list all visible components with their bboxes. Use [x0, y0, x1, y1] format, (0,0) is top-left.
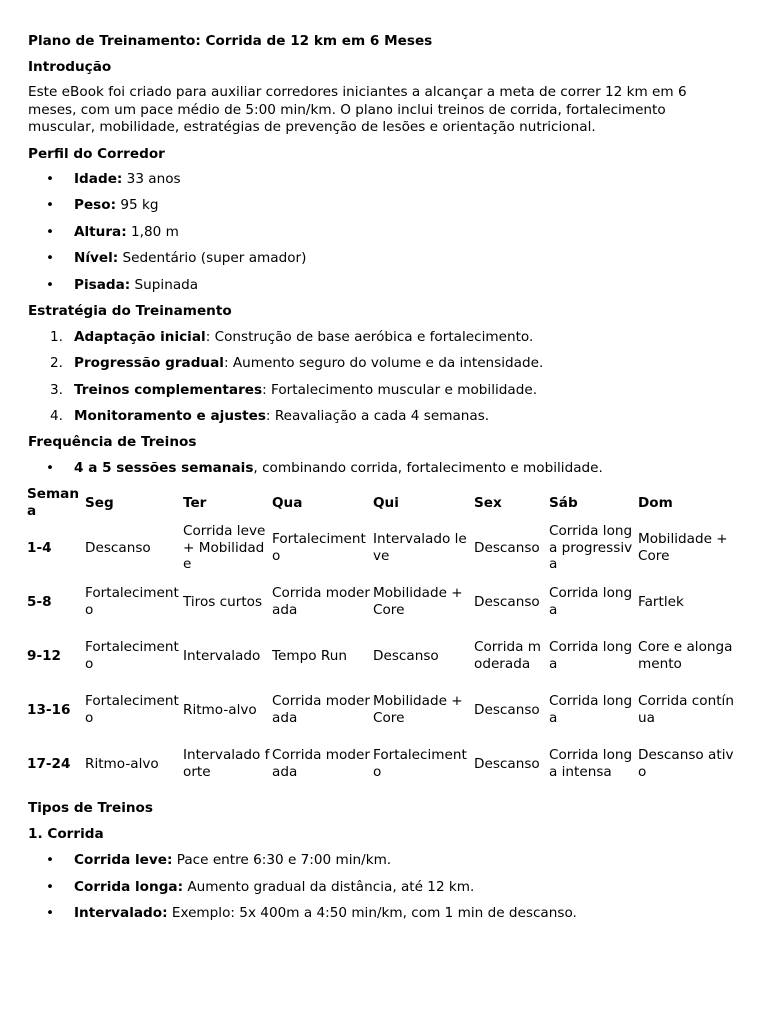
training-schedule-table: [27, 485, 739, 791]
list-item: [28, 328, 728, 347]
intro-heading: Introdução: [28, 59, 112, 75]
table-cell: Fortalecimento: [373, 747, 467, 780]
bullet-marker: •: [46, 170, 55, 187]
frequency-label: 4 a 5 sessões semanais: [74, 460, 254, 476]
table-cell: Mobilidade + Core: [373, 693, 463, 726]
bullet-marker: •: [46, 250, 55, 266]
list-number: 1.: [50, 328, 63, 345]
bullet-marker: •: [46, 276, 55, 293]
table-cell: Corrida moderada: [272, 585, 370, 618]
table-cell: Descanso: [474, 755, 540, 772]
profile-label: Altura:: [74, 223, 127, 240]
list-item: [28, 276, 728, 295]
header-cell: Ter: [183, 494, 207, 511]
bullet-marker: •: [46, 197, 55, 213]
strategy-label: Progressão gradual: [74, 355, 224, 371]
table-cell: Corrida moderada: [474, 639, 542, 672]
week-cell: 17-24: [27, 755, 71, 772]
table-cell: Corrida contínua: [638, 693, 734, 726]
bullet-marker: •: [46, 905, 55, 921]
profile-label: Nível:: [74, 250, 119, 266]
table-row: [27, 683, 739, 737]
list-item: [28, 878, 728, 897]
table-row: [27, 629, 739, 683]
table-cell: Ritmo-alvo: [85, 755, 159, 772]
profile-label: Pisada:: [74, 276, 131, 293]
table-cell: Tiros curtos: [183, 593, 263, 610]
table-cell: Corrida longa: [549, 585, 633, 618]
table-cell: Fortalecimento: [85, 585, 179, 618]
types-heading: Tipos de Treinos: [28, 800, 153, 816]
week-cell: 13-16: [27, 701, 71, 718]
type-label: Corrida longa:: [74, 878, 184, 895]
table-cell: Corrida moderada: [272, 693, 370, 726]
list-item: [28, 381, 728, 400]
list-item: [28, 223, 728, 242]
list-item: [28, 407, 728, 426]
list-item: [28, 851, 728, 870]
table-cell: Intervalado leve: [373, 531, 467, 564]
document-page: [27, 32, 734, 923]
types-subheading: 1. Corrida: [28, 826, 104, 842]
table-cell: Fortalecimento: [85, 693, 179, 726]
table-cell: Corrida moderada: [272, 747, 370, 780]
list-item: [28, 196, 728, 215]
list-item: [28, 249, 728, 268]
bullet-marker: •: [46, 223, 55, 240]
strategy-label: Treinos complementares: [74, 381, 263, 398]
table-cell: Descanso: [474, 701, 540, 718]
profile-label: Idade:: [74, 170, 123, 187]
table-cell: Intervalado: [183, 647, 261, 664]
strategy-label: Adaptação inicial: [74, 328, 206, 345]
table-cell: Descanso: [474, 593, 540, 610]
header-cell: Qui: [373, 494, 399, 511]
frequency-heading: Frequência de Treinos: [28, 434, 197, 450]
type-label: Corrida leve:: [74, 852, 173, 868]
table-cell: Tempo Run: [272, 647, 347, 664]
table-cell: Corrida longa intensa: [549, 747, 633, 780]
profile-value: Sedentário (super amador): [118, 250, 307, 266]
table-cell: Mobilidade + Core: [638, 531, 728, 564]
list-item: [28, 459, 728, 478]
frequency-list: [28, 459, 728, 478]
profile-value: 95 kg: [116, 197, 159, 213]
strategy-list: [28, 328, 728, 427]
type-value: Pace entre 6:30 e 7:00 min/km.: [172, 852, 392, 868]
strategy-label: Monitoramento e ajustes: [74, 408, 266, 424]
list-number: 2.: [50, 355, 63, 371]
list-item: [28, 904, 728, 923]
table-cell: Ritmo-alvo: [183, 701, 257, 718]
table-cell: Descanso: [474, 539, 540, 556]
table-cell: Mobilidade + Core: [373, 585, 463, 618]
table-row: [27, 575, 739, 629]
type-value: Exemplo: 5x 400m a 4:50 min/km, com 1 min de descanso.: [167, 905, 577, 921]
strategy-value: : Fortalecimento muscular e mobilidade.: [262, 381, 538, 398]
header-cell: Semana: [27, 486, 80, 519]
table-cell: Descanso: [85, 539, 151, 556]
list-item: [28, 170, 728, 189]
table-cell: Descanso: [373, 647, 439, 664]
bullet-marker: •: [46, 878, 55, 895]
types-list: [28, 851, 728, 923]
week-cell: 1-4: [27, 539, 52, 556]
header-cell: Seg: [85, 494, 114, 511]
type-label: Intervalado:: [74, 905, 168, 921]
document-title: Plano de Treinamento: Corrida de 12 km em 6 Meses: [28, 33, 433, 49]
profile-value: 33 anos: [122, 170, 181, 187]
table-cell: Corrida leve + Mobilidade: [183, 523, 266, 573]
strategy-value: : Aumento seguro do volume e da intensidade.: [223, 355, 544, 371]
table-cell: Core e alongamento: [638, 639, 733, 672]
list-number: 4.: [50, 408, 63, 424]
frequency-value: , combinando corrida, fortalecimento e mobilidade.: [253, 460, 603, 476]
table-cell: Descanso ativo: [638, 747, 734, 780]
table-row: [27, 521, 739, 575]
week-cell: 9-12: [27, 647, 62, 664]
type-value: Aumento gradual da distância, até 12 km.: [183, 878, 475, 895]
profile-list: [28, 170, 728, 295]
profile-heading: Perfil do Corredor: [28, 145, 165, 162]
table-cell: Intervalado forte: [183, 747, 270, 780]
header-cell: Sáb: [549, 494, 578, 511]
profile-value: Supinada: [130, 276, 199, 293]
profile-label: Peso:: [74, 197, 117, 213]
list-number: 3.: [50, 381, 63, 398]
table-header-row: [27, 485, 739, 521]
strategy-value: : Reavaliação a cada 4 semanas.: [265, 408, 490, 424]
table-row: [27, 737, 739, 791]
bullet-marker: •: [46, 852, 55, 868]
intro-paragraph: Este eBook foi criado para auxiliar corredores iniciantes a alcançar a meta de correr 12 km em 6 meses, com um pace médio de 5:00 min/km. O plano inclui treinos de corrida, fortalecimento muscular, mobilidade, estratégias de prevenção de lesões e orientação nutricional.: [28, 84, 687, 135]
header-cell: Qua: [272, 494, 303, 511]
list-item: [28, 354, 728, 373]
table-cell: Fortalecimento: [272, 531, 366, 564]
table-cell: Fartlek: [638, 593, 684, 610]
table-cell: Corrida longa: [549, 639, 633, 672]
table-cell: Corrida longa progressiva: [549, 523, 633, 573]
header-cell: Dom: [638, 494, 673, 511]
bullet-marker: •: [46, 460, 55, 476]
week-cell: 5-8: [27, 593, 52, 610]
header-cell: Sex: [474, 494, 502, 511]
table-cell: Fortalecimento: [85, 639, 179, 672]
profile-value: 1,80 m: [126, 223, 179, 240]
strategy-heading: Estratégia do Treinamento: [28, 302, 232, 319]
strategy-value: : Construção de base aeróbica e fortalecimento.: [205, 328, 534, 345]
table-cell: Corrida longa: [549, 693, 633, 726]
